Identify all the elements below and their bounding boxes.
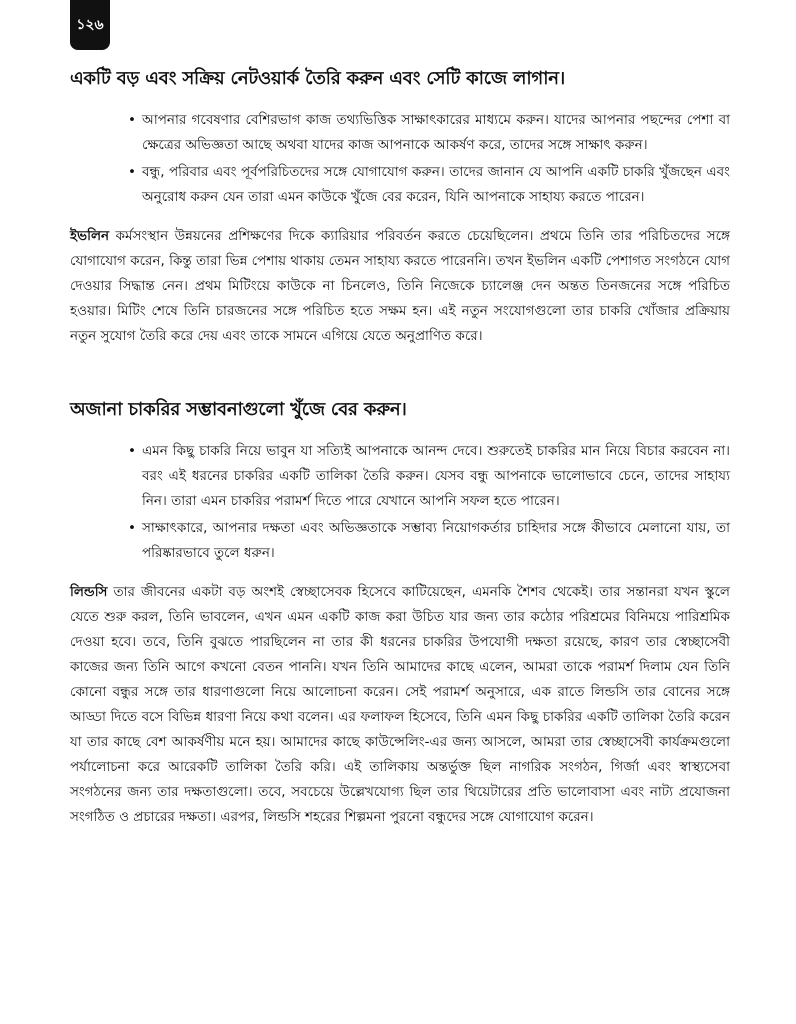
story-paragraph-evelyn	[70, 224, 730, 349]
story-text: কর্মসংস্থান উন্নয়নের প্রশিক্ষণের দিকে ক্যারিয়ার পরিবর্তন করতে চেয়েছিলেন। প্রথমে তিনি তার পরিচিতদের সঙ্গে যোগাযোগ করেন, কিন্তু তারা ভিন্ন পেশায় থাকায় তেমন সাহায্য করতে পারেননি। তখন ইভলিন একটি পেশাগত সংগঠনে যোগ দেওয়ার সিদ্ধান্ত নেন। প্রথম মিটিংয়ে কাউকে না চিনলেও, তিনি নিজেকে চ্যালেঞ্জ দেন অন্তত তিনজনের সঙ্গে পরিচিত হওয়ার। মিটিং শেষে তিনি চারজনের সঙ্গে পরিচিত হতে সক্ষম হন। এই নতুন সংযোগগুলো তার চাকরি খোঁজার প্রক্রিয়ায় নতুন সুযোগ তৈরি করে দেয় এবং তাকে সামনে এগিয়ে যেতে অনুপ্রাণিত করে।	[70, 228, 730, 344]
list-item: • আপনার গবেষণার বেশিরভাগ কাজ তথ্যভিত্তিক সাক্ষাৎকারের মাধ্যমে করুন। যাদের আপনার পছন্দের পেশা বা ক্ষেত্রের অভিজ্ঞতা আছে অথবা যাদের কাজ আপনাকে আকর্ষণ করে, তাদের সঙ্গে সাক্ষাৎ করুন।	[128, 108, 730, 158]
section-heading-unknown-jobs: অজানা চাকরির সম্ভাবনাগুলো খুঁজে বের করুন।	[70, 399, 407, 420]
page-number: ১২৬	[70, 0, 110, 50]
story-text: তার জীবনের একটা বড় অংশই স্বেচ্ছাসেবক হিসেবে কাটিয়েছেন, এমনকি শৈশব থেকেই। তার সন্তানরা যখন স্কুলে যেতে শুরু করল, তিনি ভাবলেন, এখন এমন একটি কাজ করা উচিত যার জন্য তার কঠোর পরিশ্রমের বিনিময়ে পারিশ্রমিক দেওয়া হবে। তবে, তিনি বুঝতে পারছিলেন না তার কী ধরনের চাকরির উপযোগী দক্ষতা রয়েছে, কারণ তার স্বেচ্ছাসেবী কাজের জন্য তিনি আগে কখনো বেতন পাননি। যখন তিনি আমাদের কাছে এলেন, আমরা তাকে পরামর্শ দিলাম যেন তিনি কোনো বন্ধুর সঙ্গে তার ধারণাগুলো নিয়ে আলোচনা করেন। সেই পরামর্শ অনুসারে, এক রাতে লিন্ডসি তার বোনের সঙ্গে আড্ডা দিতে বসে বিভিন্ন ধারণা নিয়ে কথা বলেন। এর ফলাফল হিসেবে, তিনি এমন কিছু চাকরির একটি তালিকা তৈরি করেন যা তার কাছে বেশ আকর্ষণীয় মনে হয়। আমাদের কাছে কাউন্সেলিং-এর জন্য আসলে, আমরা তার স্বেচ্ছাসেবী কার্যক্রমগুলো পর্যালোচনা করে আরেকটি তালিকা তৈরি করি। এই তালিকায় অন্তর্ভুক্ত ছিল নাগরিক সংগঠন, গির্জা এবং স্বাস্থ্যসেবা সংগঠনের জন্য তার দক্ষতাগুলো। তবে, সবচেয়ে উল্লেখযোগ্য ছিল তার থিয়েটারের প্রতি ভালোবাসা এবং নাট্য প্রযোজনা সংগঠিত ও প্রচারের দক্ষতা। এরপর, লিন্ডসি শহরের শিল্পমনা পুরনো বন্ধুদের সঙ্গে যোগাযোগ করেন।	[70, 584, 730, 825]
story-paragraph-lindsey	[70, 580, 730, 830]
list-item: • এমন কিছু চাকরি নিয়ে ভাবুন যা সত্যিই আপনাকে আনন্দ দেবে। শুরুতেই চাকরির মান নিয়ে বিচার করবেন না। বরং এই ধরনের চাকরির একটি তালিকা তৈরি করুন। যেসব বন্ধু আপনাকে ভালোভাবে চেনে, তাদের সাহায্য নিন। তারা এমন চাকরির পরামর্শ দিতে পারে যেখানে আপনি সফল হতে পারেন।	[128, 439, 730, 514]
story-name: লিন্ডসি	[70, 584, 108, 600]
page-content	[70, 66, 730, 830]
bullet-list-unknown-jobs	[128, 439, 730, 566]
list-item: • বন্ধু, পরিবার এবং পূর্বপরিচিতদের সঙ্গে যোগাযোগ করুন। তাদের জানান যে আপনি একটি চাকরি খুঁজছেন এবং অনুরোধ করুন যেন তারা এমন কাউকে খুঁজে বের করেন, যিনি আপনাকে সাহায্য করতে পারেন।	[128, 160, 730, 210]
section-heading-network: একটি বড় এবং সক্রিয় নেটওয়ার্ক তৈরি করুন এবং সেটি কাজে লাগান।	[70, 68, 566, 89]
list-item: • সাক্ষাৎকারে, আপনার দক্ষতা এবং অভিজ্ঞতাকে সম্ভাব্য নিয়োগকর্তার চাহিদার সঙ্গে কীভাবে মেলানো যায়, তা পরিষ্কারভাবে তুলে ধরুন।	[128, 516, 730, 566]
bullet-list-network	[128, 108, 730, 210]
story-name: ইভলিন	[70, 228, 110, 244]
section-divider	[70, 349, 730, 397]
